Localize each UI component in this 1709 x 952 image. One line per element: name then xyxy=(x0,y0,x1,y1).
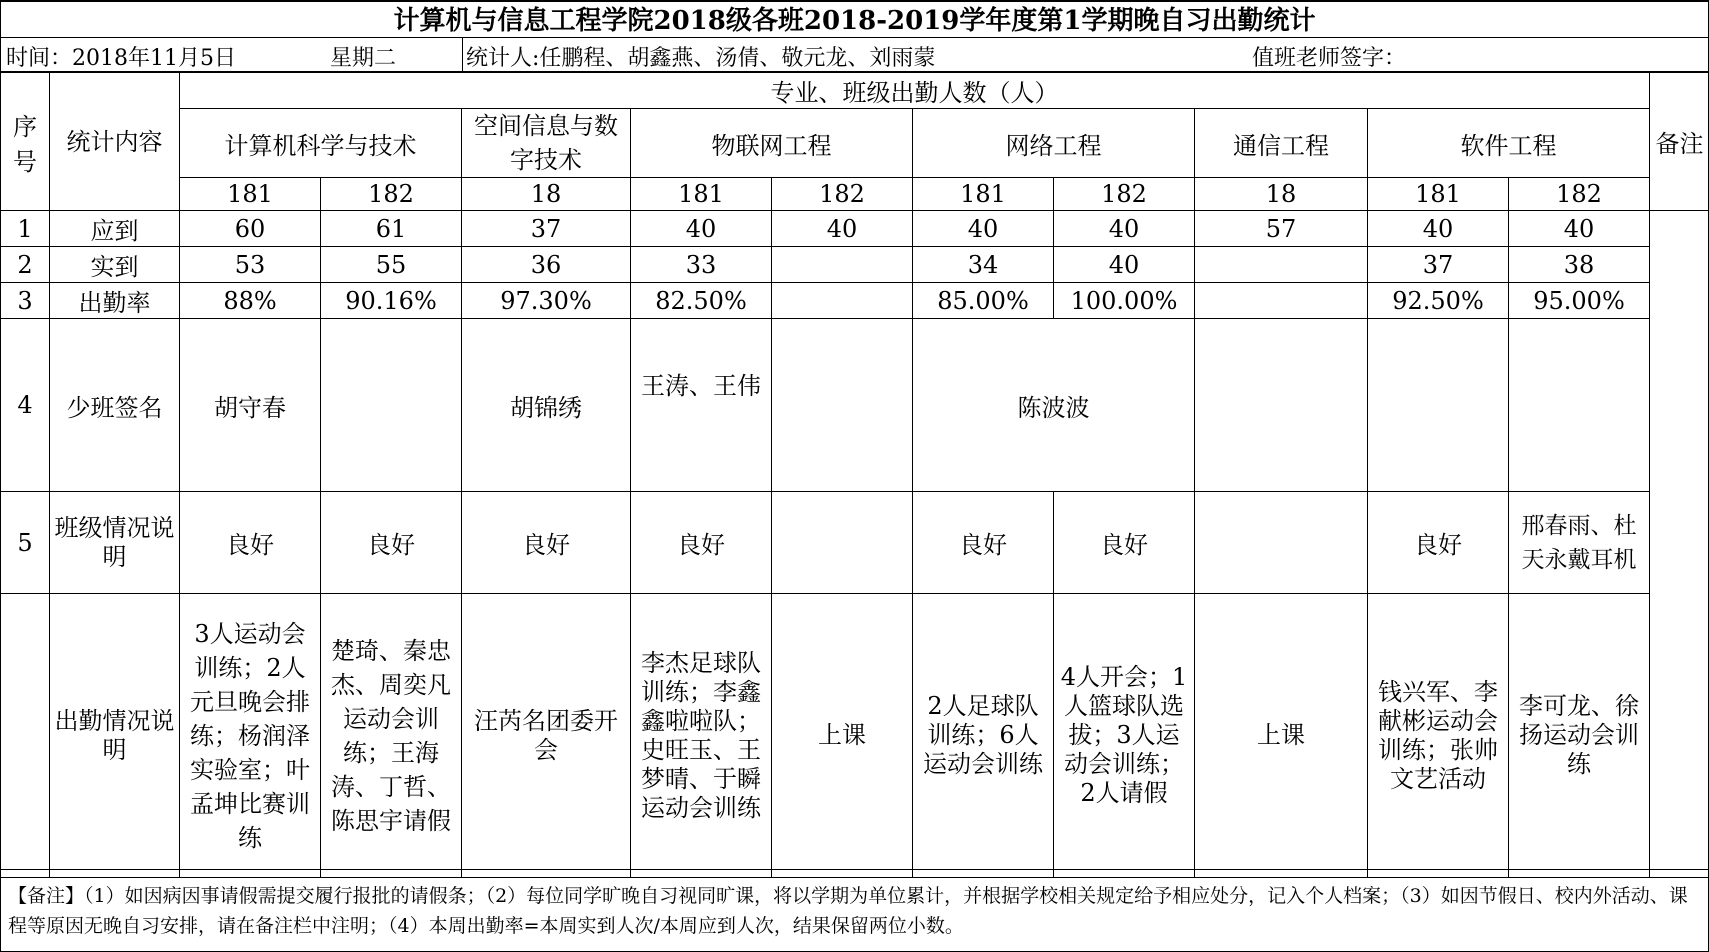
table-row xyxy=(1,283,1709,319)
row-label: 实到 xyxy=(50,247,180,283)
status-cell: 良好 xyxy=(462,492,631,594)
signature-cell xyxy=(1368,319,1509,492)
table-row xyxy=(1,492,1709,594)
status-cell: 良好 xyxy=(913,492,1054,594)
note-cell: 钱兴军、李献彬运动会训练；张帅文艺活动 xyxy=(1368,594,1509,878)
signature-cell: 王涛、王伟 xyxy=(631,319,772,492)
data-cell: 38 xyxy=(1509,247,1650,283)
footnote: 【备注】（1）如因病因事请假需提交履行报批的请假条；（2）每位同学旷晚自习视同旷课，将以学期为单位累计，并根据学校相关规定给予相应处分，记入个人档案；（3）如因节假日、校内外活动、课程等原因无晚自习安排，请在备注栏中注明；（4）本周出勤率=本周实到人次/本周应到人次，结果保留两位小数。 xyxy=(0,869,1709,952)
status-cell: 良好 xyxy=(631,492,772,594)
data-cell xyxy=(772,247,913,283)
data-cell: 82.50% xyxy=(631,283,772,319)
class-cell: 18 xyxy=(462,178,631,211)
data-cell: 37 xyxy=(1368,247,1509,283)
row-seq: 5 xyxy=(1,492,50,594)
major-software: 软件工程 xyxy=(1368,109,1650,178)
remark-cell xyxy=(1650,211,1709,878)
status-cell xyxy=(1195,492,1368,594)
status-cell: 良好 xyxy=(1368,492,1509,594)
row-label: 出勤情况说明 xyxy=(50,594,180,878)
data-cell: 90.16% xyxy=(321,283,462,319)
header-seq: 序号 xyxy=(1,73,50,211)
header-group: 专业、班级出勤人数（人） xyxy=(180,73,1650,109)
data-cell: 88% xyxy=(180,283,321,319)
row-label: 出勤率 xyxy=(50,283,180,319)
data-cell: 33 xyxy=(631,247,772,283)
note-cell: 2人足球队训练；6人运动会训练 xyxy=(913,594,1054,878)
signature-cell xyxy=(772,319,913,492)
note-cell: 4人开会；1人篮球队选拔；3人运动会训练；2人请假 xyxy=(1054,594,1195,878)
status-cell: 良好 xyxy=(1054,492,1195,594)
data-cell xyxy=(1195,247,1368,283)
major-comm: 通信工程 xyxy=(1195,109,1368,178)
data-cell: 92.50% xyxy=(1368,283,1509,319)
signature-cell xyxy=(321,319,462,492)
date-label: 时间：2018年11月5日 xyxy=(6,46,236,71)
class-cell: 18 xyxy=(1195,178,1368,211)
info-row xyxy=(0,38,1709,72)
class-cell: 181 xyxy=(180,178,321,211)
class-cell: 181 xyxy=(631,178,772,211)
row-label: 班级情况说明 xyxy=(50,492,180,594)
data-cell: 95.00% xyxy=(1509,283,1650,319)
data-cell: 60 xyxy=(180,211,321,247)
signature-cell: 胡守春 xyxy=(180,319,321,492)
data-cell: 40 xyxy=(1054,211,1195,247)
data-cell: 40 xyxy=(913,211,1054,247)
attendance-table xyxy=(0,72,1709,878)
class-cell: 182 xyxy=(1509,178,1650,211)
signature-cell: 胡锦绣 xyxy=(462,319,631,492)
data-cell: 55 xyxy=(321,247,462,283)
data-cell: 36 xyxy=(462,247,631,283)
data-cell: 40 xyxy=(631,211,772,247)
status-cell: 良好 xyxy=(321,492,462,594)
major-cs: 计算机科学与技术 xyxy=(180,109,462,178)
row-seq: 2 xyxy=(1,247,50,283)
table-row xyxy=(1,594,1709,878)
data-cell xyxy=(1195,283,1368,319)
row-label: 少班签名 xyxy=(50,319,180,492)
table-row xyxy=(1,319,1709,492)
stat-people-label: 统计人:任鹏程、胡鑫燕、汤倩、敬元龙、刘雨蒙 xyxy=(466,46,936,71)
data-cell: 40 xyxy=(1368,211,1509,247)
row-seq: 4 xyxy=(1,319,50,492)
data-cell: 34 xyxy=(913,247,1054,283)
signature-cell: 陈波波 xyxy=(913,319,1195,492)
status-cell: 良好 xyxy=(180,492,321,594)
signature-cell xyxy=(1509,319,1650,492)
weekday-label: 星期二 xyxy=(330,46,397,71)
class-cell: 181 xyxy=(913,178,1054,211)
header-content: 统计内容 xyxy=(50,73,180,211)
row-seq: 3 xyxy=(1,283,50,319)
data-cell: 40 xyxy=(772,211,913,247)
row-label: 应到 xyxy=(50,211,180,247)
note-cell: 楚琦、秦忠杰、周奕凡运动会训练；王海涛、丁哲、陈思宇请假 xyxy=(321,594,462,878)
data-cell: 37 xyxy=(462,211,631,247)
signature-cell xyxy=(1195,319,1368,492)
table-row xyxy=(1,211,1709,247)
data-cell: 97.30% xyxy=(462,283,631,319)
data-cell: 61 xyxy=(321,211,462,247)
note-cell: 汪芮名团委开会 xyxy=(462,594,631,878)
major-spatial: 空间信息与数字技术 xyxy=(462,109,631,178)
status-cell: 邢春雨、杜天永戴耳机 xyxy=(1509,492,1650,594)
class-cell: 181 xyxy=(1368,178,1509,211)
note-cell: 上课 xyxy=(1195,594,1368,878)
major-network: 网络工程 xyxy=(913,109,1195,178)
sheet-title: 计算机与信息工程学院2018级各班2018-2019学年度第1学期晚自习出勤统计 xyxy=(0,0,1709,38)
major-iot: 物联网工程 xyxy=(631,109,913,178)
data-cell: 57 xyxy=(1195,211,1368,247)
table-row xyxy=(1,247,1709,283)
info-divider xyxy=(462,38,463,72)
class-cell: 182 xyxy=(772,178,913,211)
class-cell: 182 xyxy=(1054,178,1195,211)
header-remark: 备注 xyxy=(1650,73,1709,211)
data-cell: 40 xyxy=(1509,211,1650,247)
data-cell: 85.00% xyxy=(913,283,1054,319)
teacher-sign-label: 值班老师签字： xyxy=(1252,46,1407,71)
class-cell: 182 xyxy=(321,178,462,211)
data-cell: 40 xyxy=(1054,247,1195,283)
data-cell: 53 xyxy=(180,247,321,283)
status-cell xyxy=(772,492,913,594)
note-cell: 李杰足球队训练；李鑫鑫啦啦队；史旺玉、王梦晴、于瞬运动会训练 xyxy=(631,594,772,878)
note-cell: 3人运动会训练；2人元旦晚会排练；杨润泽实验室；叶孟坤比赛训练 xyxy=(180,594,321,878)
data-cell: 100.00% xyxy=(1054,283,1195,319)
row-seq xyxy=(1,594,50,878)
row-seq: 1 xyxy=(1,211,50,247)
note-cell: 李可龙、徐扬运动会训练 xyxy=(1509,594,1650,878)
note-cell: 上课 xyxy=(772,594,913,878)
data-cell xyxy=(772,283,913,319)
